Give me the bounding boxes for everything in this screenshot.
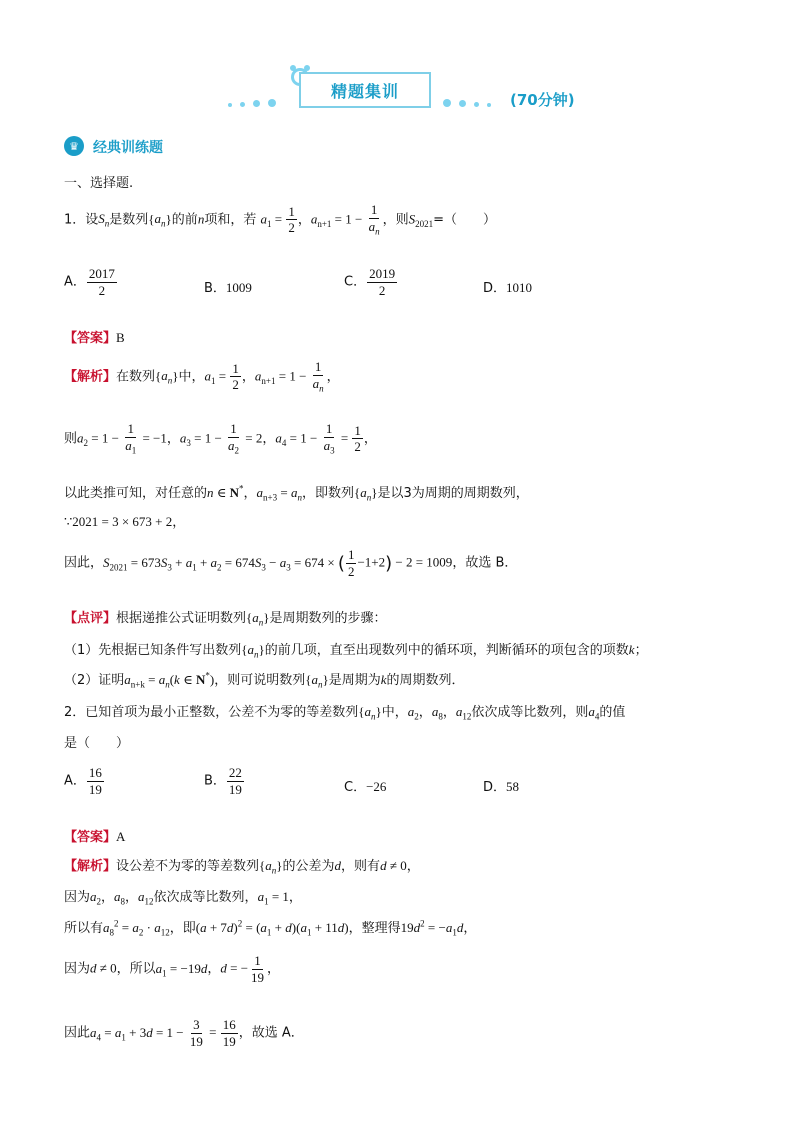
q1-stem: 1．设$S_n$是数列$\{a_n\}$的前n项和，若 $a_1$ = $\frac{1}{2}$ ，$a_{n+1} = 1$ − $\frac{1}{a_n}$ ，则$S_{2021}=$（ ）	[64, 202, 496, 237]
option-b: B． $\frac{22}{19}$	[204, 765, 242, 797]
q2-analysis-line2: 因为$a_2$，$a_8$，$a_{12}$依次成等比数列，$a_1 = 1$，	[64, 889, 302, 907]
q1-comment-line1: 【点评】根据递推公式证明数列$\{a_n\}$是周期数列的步骤：	[64, 610, 387, 628]
banner-title: 精题集训	[299, 72, 431, 108]
q2-analysis-line3: 所以有$a_8^2 = a_2 \cdot a_{12}$，即$(a + 7d)^2 = (a_1 + d)(a_1 + 11d)$，整理得$19d^2 = -a_1d$，	[64, 918, 477, 938]
header-dots-right	[443, 96, 491, 111]
q1-analysis-line5: 因此，$S_{2021} = 673S_3 + a_1 + a_2 = 674S_3 - a_3 = 674$ × ( $\frac{1}{2}$ −1+2) − 2 = 1009，故选 B．	[64, 547, 518, 579]
option-a: A． $\frac{2017}{2}$	[64, 266, 115, 298]
q1-answer: 【答案】B	[64, 330, 125, 346]
duration-label: (70分钟)	[510, 91, 575, 109]
q1-comment-line3: （2）证明$a_{n+k} = a_n(k$ ∈ N*)，则可说明数列$\{a_n\}$是周期为k的周期数列．	[64, 670, 465, 690]
q2-analysis-line1: 【解析】设公差不为零的等差数列$\{a_n\}$的公差为d，则有d ≠ 0，	[64, 858, 420, 876]
q2-answer: 【答案】A	[64, 829, 126, 845]
option-d: D．1010	[483, 280, 533, 296]
q2-analysis-line5: 因此$a_4 = a_1 + 3d = 1$ − $\frac{3}{19}$ = $\frac{16}{19}$ ，故选 A．	[64, 1017, 304, 1049]
q2-stem-line1: 2．已知首项为最小正整数，公差不为零的等差数列$\{a_n\}$中，$a_2$，$a_8$，$a_{12}$依次成等比数列，则$a_4$的值	[64, 704, 626, 722]
trophy-icon: ♛	[64, 136, 84, 156]
option-d: D．58	[483, 779, 520, 795]
option-c: C． $\frac{2019}{2}$	[344, 266, 396, 298]
q1-analysis-line1: 【解析】在数列$\{a_n\}$中，$a_1$ = $\frac{1}{2}$ ，$a_{n+1} = 1$ − $\frac{1}{a_n}$ ，	[64, 359, 340, 394]
q1-analysis-line3: 以此类推可知，对任意的n ∈ N*，$a_{n+3} = a_n$，即数列$\{a_n\}$是以3为周期的周期数列，	[64, 483, 529, 503]
part-one-heading: 一、选择题.	[64, 176, 134, 191]
q2-stem-line2: 是（ ）	[64, 736, 130, 751]
q1-analysis-line2: 则$a_2 = 1$ − $\frac{1}{a_1}$ = −1，$a_3 = 1$ − $\frac{1}{a_2}$ = 2，$a_4 = 1$ − $\frac{1}{a_3}$ = $\frac{1}{2}$ ，	[64, 421, 377, 456]
q1-comment-line2: （1）先根据已知条件写出数列$\{a_n\}$的前几项，直至出现数列中的循环项，判断循环的项包含的项数k；	[64, 642, 648, 660]
option-c: C．−26	[344, 779, 387, 795]
option-b: B．1009	[204, 280, 252, 296]
option-a: A． $\frac{16}{19}$	[64, 765, 102, 797]
q1-analysis-line4: ∵2021 = 3 × 673 + 2，	[64, 514, 186, 529]
q2-analysis-line4: 因为d ≠ 0，所以$a_1 = -19d$，d = − $\frac{1}{19}$ ，	[64, 953, 281, 985]
section-title: 经典训练题	[93, 140, 163, 156]
header-dots-left	[228, 96, 276, 111]
